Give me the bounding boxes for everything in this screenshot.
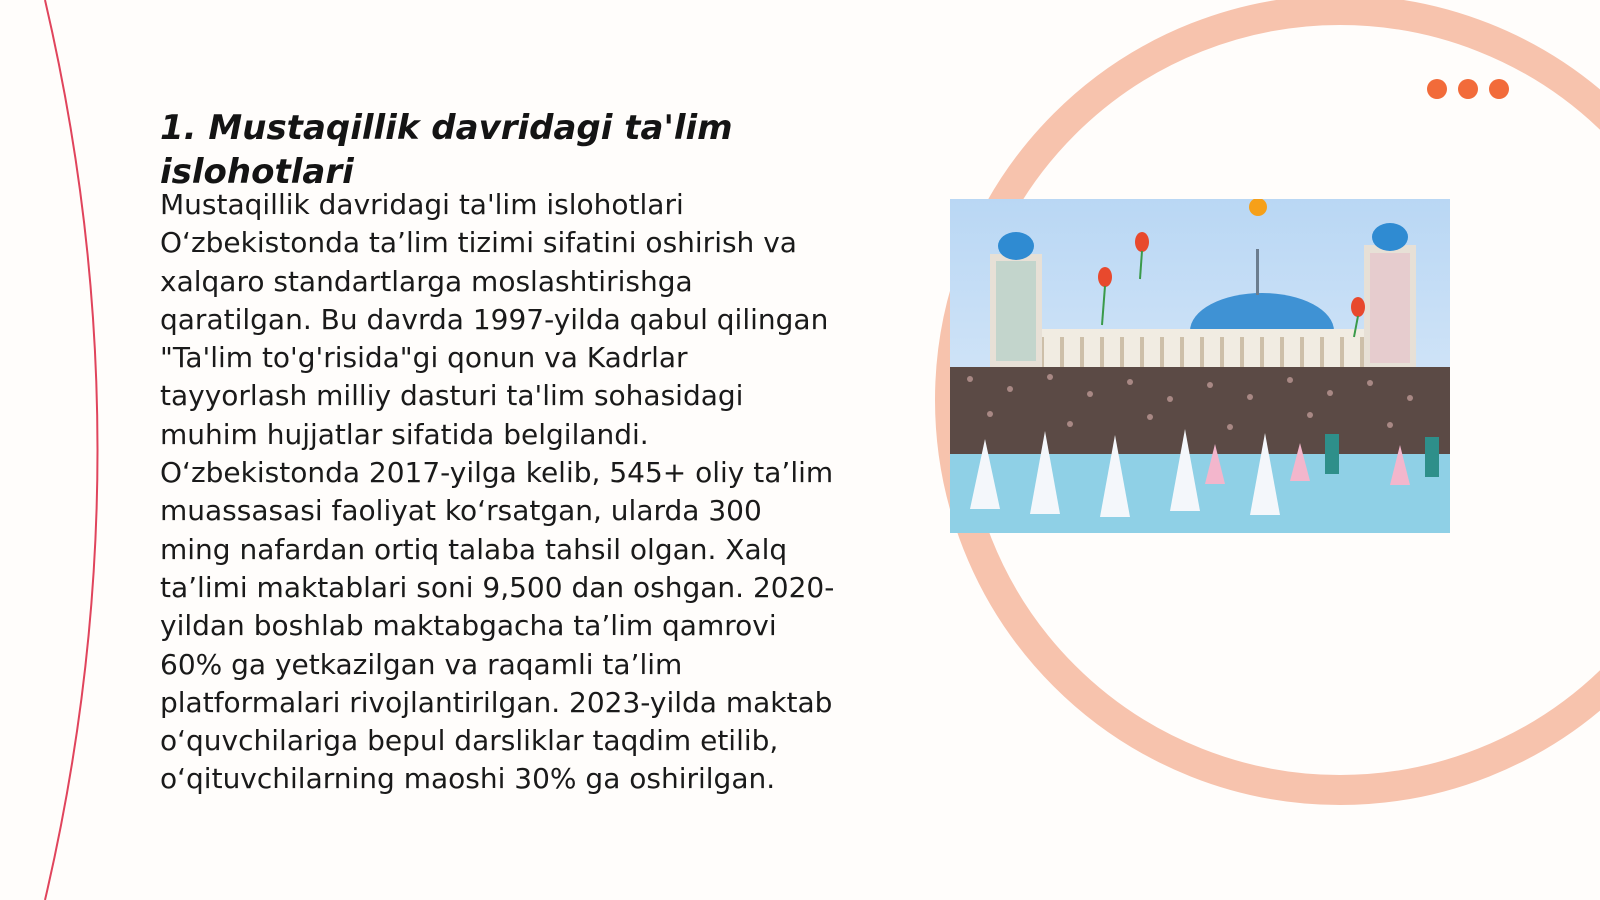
flagpole xyxy=(1256,249,1259,295)
dot-2 xyxy=(1458,79,1478,99)
celebration-photo xyxy=(950,199,1450,533)
slide-body-text: Mustaqillik davridagi ta'lim islohotlari O‘zbekistonda ta’lim tizimi sifatini oshirish va xalqaro standartlarga moslashtirishga qaratilgan. Bu davrda 1997-yilda qabul qilingan "Ta'lim to'g'risida"gi qonun va Kadrlar tayyorlash milliy dasturi ta'lim sohasidagi muhim hujjatlar sifatida belgilandi. O‘zbekistonda 2017-yilga kelib, 545+ oliy ta’lim muassasasi faoliyat ko‘rsatgan, ularda 300 ming nafardan ortiq talaba tahsil olgan. Xalq ta’limi maktablari soni 9,500 dan oshgan. 2020-yildan boshlab maktabgacha ta’lim qamrovi 60% ga yetkazilgan va raqamli ta’lim platformalari rivojlantirilgan. 2023-yilda maktab o‘quvchilariga bepul darsliklar taqdim etilib, o‘qituvchilarning maoshi 30% ga oshirilgan. xyxy=(160,188,835,796)
crowd xyxy=(950,367,1450,457)
dot-1 xyxy=(1427,79,1447,99)
menu-dots-icon xyxy=(1427,79,1509,99)
left-decorative-curve xyxy=(45,0,98,900)
dot-3 xyxy=(1489,79,1509,99)
slide-title: 1. Mustaqillik davridagi ta'lim islohotlari xyxy=(160,108,733,192)
stage-floor xyxy=(950,454,1450,533)
